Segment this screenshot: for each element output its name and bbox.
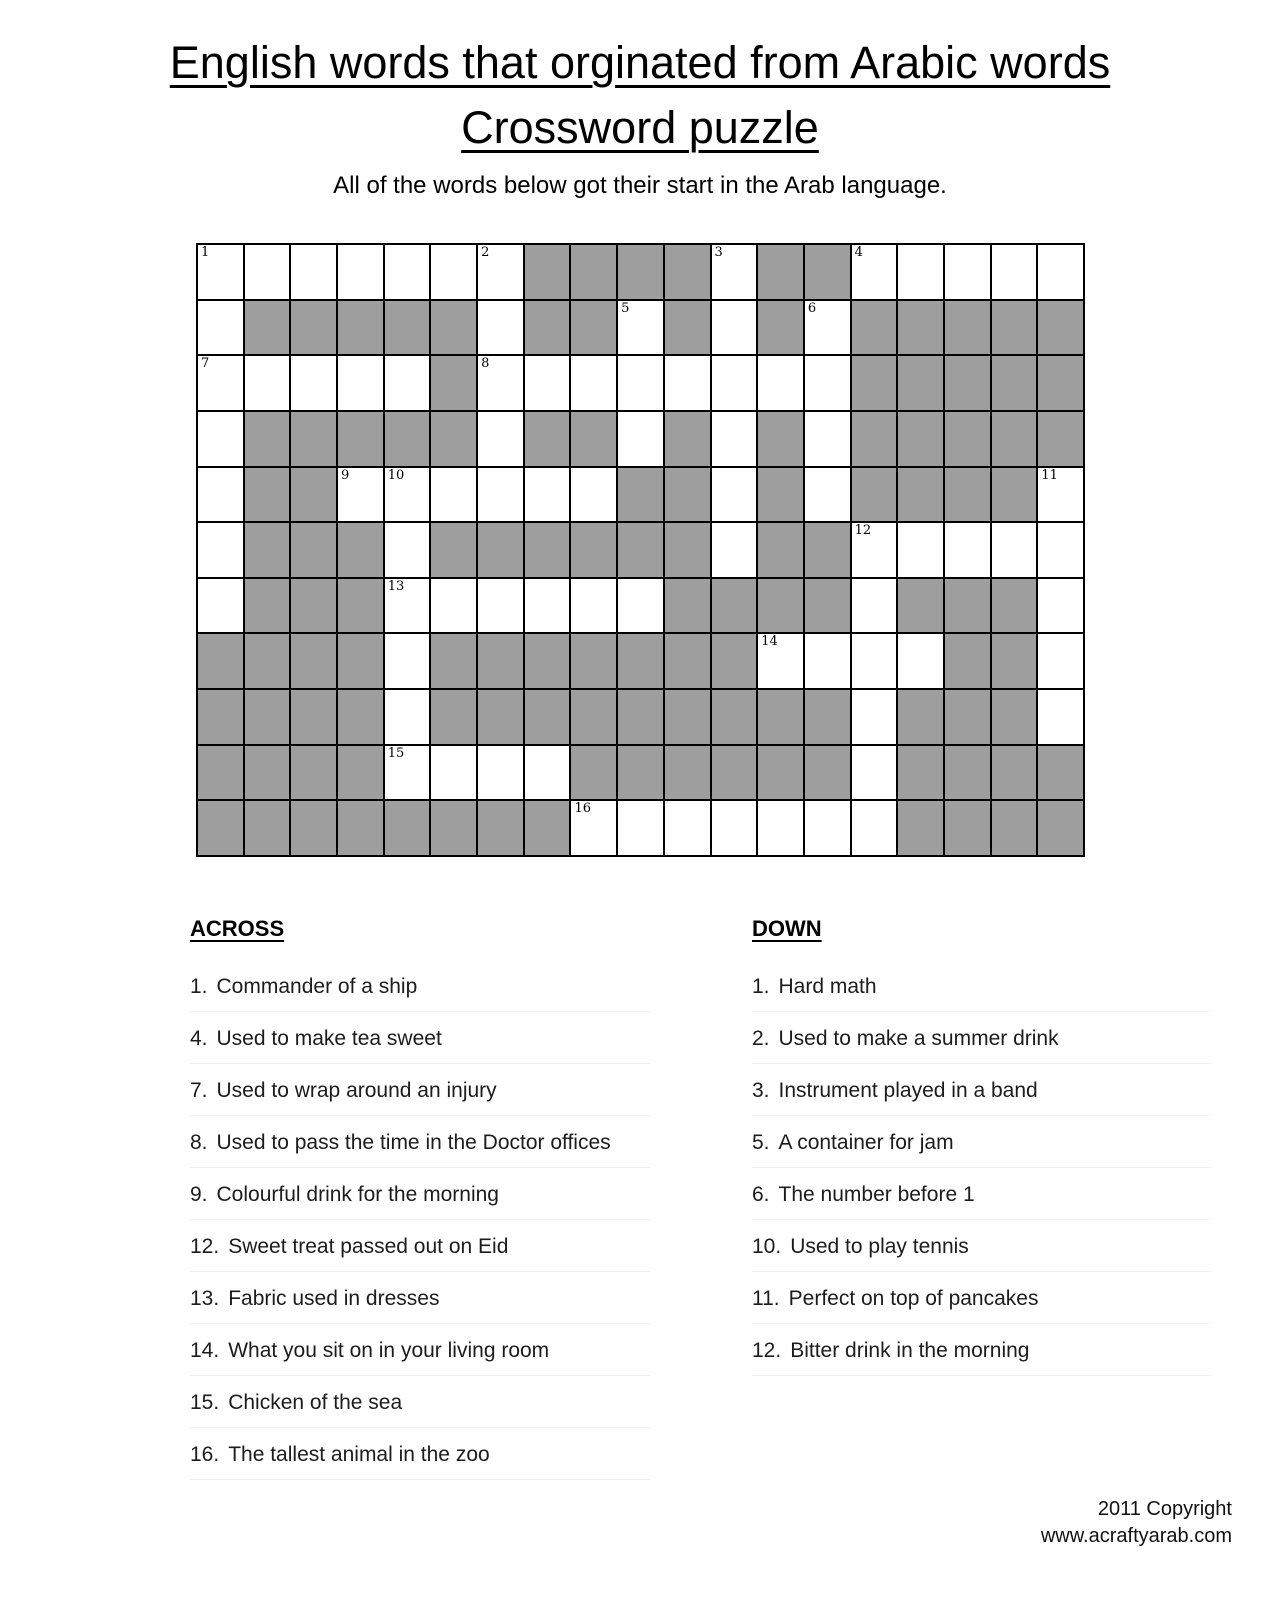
grid-cell-blocked bbox=[525, 301, 572, 357]
crossword-grid bbox=[196, 243, 1085, 857]
grid-cell-blocked bbox=[431, 634, 478, 690]
copyright-year: 2011 Copyright bbox=[1097, 1498, 1232, 1520]
grid-cell-blocked bbox=[992, 801, 1039, 857]
grid-cell-blocked bbox=[852, 468, 899, 524]
grid-cell-blocked bbox=[291, 579, 338, 635]
clue-number-2: 2 bbox=[481, 245, 490, 260]
grid-cell-blocked bbox=[338, 634, 385, 690]
grid-cell-blocked bbox=[571, 690, 618, 746]
grid-cell-blocked bbox=[665, 245, 712, 301]
across-clue-1 bbox=[190, 974, 650, 1012]
grid-cell-blocked bbox=[431, 412, 478, 468]
grid-cell-blocked bbox=[992, 746, 1039, 802]
grid-cell-blocked bbox=[805, 523, 852, 579]
clue-item-text: Used to make tea sweet bbox=[216, 1027, 442, 1050]
grid-cell-blocked bbox=[712, 634, 759, 690]
grid-cell-blocked bbox=[338, 690, 385, 746]
page-title bbox=[0, 30, 1280, 161]
clue-item-text: Commander of a ship bbox=[216, 975, 418, 998]
grid-cell-blocked bbox=[805, 690, 852, 746]
down-clue-12 bbox=[752, 1338, 1212, 1376]
grid-cell[interactable] bbox=[992, 523, 1039, 579]
grid-cell-blocked bbox=[992, 356, 1039, 412]
grid-cell-blocked bbox=[758, 523, 805, 579]
grid-cell-blocked bbox=[618, 634, 665, 690]
grid-cell-blocked bbox=[525, 634, 572, 690]
clue-item-text: Chicken of the sea bbox=[228, 1391, 403, 1414]
grid-cell[interactable] bbox=[385, 634, 432, 690]
grid-cell-blocked bbox=[665, 523, 712, 579]
clue-item-number: 12. bbox=[190, 1235, 220, 1258]
grid-cell[interactable] bbox=[1038, 579, 1085, 635]
grid-cell[interactable] bbox=[1038, 468, 1085, 524]
grid-cell[interactable] bbox=[198, 468, 245, 524]
clue-item-number: 3. bbox=[752, 1079, 770, 1102]
grid-cell-blocked bbox=[898, 468, 945, 524]
clue-item-number: 15. bbox=[190, 1391, 220, 1414]
grid-cell-blocked bbox=[712, 690, 759, 746]
grid-cell[interactable] bbox=[338, 245, 385, 301]
clue-number-11: 11 bbox=[1041, 467, 1058, 483]
grid-cell-blocked bbox=[571, 301, 618, 357]
grid-cell[interactable] bbox=[805, 634, 852, 690]
grid-cell-blocked bbox=[245, 690, 292, 746]
across-clue-13 bbox=[190, 1286, 650, 1324]
grid-cell-blocked bbox=[338, 746, 385, 802]
grid-cell-blocked bbox=[291, 301, 338, 357]
grid-cell[interactable] bbox=[291, 245, 338, 301]
grid-cell-blocked bbox=[852, 412, 899, 468]
grid-cell[interactable] bbox=[478, 245, 525, 301]
grid-cell[interactable] bbox=[852, 801, 899, 857]
grid-cell[interactable] bbox=[805, 412, 852, 468]
clue-item-text: Fabric used in dresses bbox=[228, 1287, 440, 1310]
clue-item-number: 2. bbox=[752, 1027, 770, 1050]
grid-cell-blocked bbox=[945, 579, 992, 635]
grid-cell[interactable] bbox=[385, 356, 432, 412]
clue-item-number: 5. bbox=[752, 1131, 770, 1154]
grid-cell[interactable] bbox=[571, 801, 618, 857]
grid-cell-blocked bbox=[385, 412, 432, 468]
grid-cell-blocked bbox=[665, 634, 712, 690]
grid-cell-blocked bbox=[992, 412, 1039, 468]
grid-cell[interactable] bbox=[478, 412, 525, 468]
grid-cell-blocked bbox=[525, 245, 572, 301]
grid-cell[interactable] bbox=[852, 746, 899, 802]
clue-item-text: Colourful drink for the morning bbox=[216, 1183, 499, 1206]
copyright-url: www.acraftyarab.com bbox=[1040, 1525, 1232, 1547]
clue-number-3: 3 bbox=[714, 245, 723, 260]
grid-cell-blocked bbox=[945, 412, 992, 468]
down-heading: DOWN bbox=[752, 916, 822, 941]
grid-cell-blocked bbox=[852, 356, 899, 412]
clue-number-10: 10 bbox=[387, 467, 405, 483]
clue-item-number: 9. bbox=[190, 1183, 208, 1206]
grid-cell-blocked bbox=[245, 523, 292, 579]
grid-cell-blocked bbox=[945, 356, 992, 412]
grid-cell-blocked bbox=[945, 746, 992, 802]
grid-cell[interactable] bbox=[478, 746, 525, 802]
grid-cell-blocked bbox=[1038, 356, 1085, 412]
grid-cell-blocked bbox=[898, 579, 945, 635]
grid-cell-blocked bbox=[805, 579, 852, 635]
clue-number-13: 13 bbox=[387, 578, 405, 594]
grid-cell[interactable] bbox=[665, 801, 712, 857]
grid-cell-blocked bbox=[758, 746, 805, 802]
across-heading: ACROSS bbox=[190, 916, 285, 941]
grid-cell-blocked bbox=[431, 523, 478, 579]
copyright bbox=[1041, 1496, 1232, 1550]
grid-cell-blocked bbox=[992, 634, 1039, 690]
grid-cell[interactable] bbox=[712, 356, 759, 412]
grid-cell[interactable] bbox=[665, 356, 712, 412]
grid-cell-blocked bbox=[571, 412, 618, 468]
clue-item-number: 8. bbox=[190, 1131, 208, 1154]
grid-cell[interactable] bbox=[385, 690, 432, 746]
grid-cell[interactable] bbox=[478, 301, 525, 357]
across-clue-list bbox=[190, 974, 650, 1480]
grid-cell-blocked bbox=[1038, 746, 1085, 802]
grid-cell[interactable] bbox=[618, 356, 665, 412]
clue-number-9: 9 bbox=[341, 467, 350, 483]
grid-cell-blocked bbox=[291, 634, 338, 690]
grid-cell[interactable] bbox=[198, 356, 245, 412]
grid-cell-blocked bbox=[665, 579, 712, 635]
grid-cell-blocked bbox=[1038, 412, 1085, 468]
grid-cell-blocked bbox=[992, 579, 1039, 635]
grid-cell-blocked bbox=[291, 690, 338, 746]
clue-item-number: 13. bbox=[190, 1287, 220, 1310]
grid-cell[interactable] bbox=[805, 468, 852, 524]
grid-cell[interactable] bbox=[431, 468, 478, 524]
clue-item-number: 1. bbox=[190, 975, 208, 998]
grid-cell-blocked bbox=[525, 412, 572, 468]
grid-cell-blocked bbox=[245, 579, 292, 635]
grid-cell-blocked bbox=[665, 412, 712, 468]
grid-cell-blocked bbox=[338, 412, 385, 468]
grid-cell-blocked bbox=[945, 301, 992, 357]
clue-item-text: Used to wrap around an injury bbox=[216, 1079, 497, 1102]
grid-cell[interactable] bbox=[291, 356, 338, 412]
across-clue-12 bbox=[190, 1234, 650, 1272]
grid-cell[interactable] bbox=[945, 523, 992, 579]
grid-cell[interactable] bbox=[758, 801, 805, 857]
clue-number-6: 6 bbox=[807, 300, 817, 316]
grid-cell-blocked bbox=[338, 301, 385, 357]
grid-cell-blocked bbox=[571, 523, 618, 579]
grid-cell[interactable] bbox=[385, 245, 432, 301]
grid-cell[interactable] bbox=[525, 356, 572, 412]
grid-cell-blocked bbox=[898, 690, 945, 746]
grid-cell-blocked bbox=[898, 412, 945, 468]
grid-cell-blocked bbox=[898, 801, 945, 857]
clue-item-text: Perfect on top of pancakes bbox=[788, 1287, 1039, 1310]
grid-cell[interactable] bbox=[618, 412, 665, 468]
grid-cell[interactable] bbox=[431, 746, 478, 802]
across-clue-7 bbox=[190, 1078, 650, 1116]
clue-number-12: 12 bbox=[854, 523, 872, 539]
clue-item-text: Sweet treat passed out on Eid bbox=[228, 1235, 509, 1258]
clue-item-number: 14. bbox=[190, 1339, 220, 1362]
grid-cell[interactable] bbox=[478, 579, 525, 635]
clue-item-number: 16. bbox=[190, 1443, 220, 1466]
grid-cell-blocked bbox=[385, 801, 432, 857]
grid-cell-blocked bbox=[758, 579, 805, 635]
grid-cell-blocked bbox=[245, 801, 292, 857]
grid-cell[interactable] bbox=[805, 356, 852, 412]
grid-cell[interactable] bbox=[712, 245, 759, 301]
across-clue-4 bbox=[190, 1026, 650, 1064]
grid-cell[interactable] bbox=[525, 468, 572, 524]
grid-cell[interactable] bbox=[852, 523, 899, 579]
grid-cell-blocked bbox=[478, 801, 525, 857]
clue-item-text: The tallest animal in the zoo bbox=[228, 1443, 490, 1466]
grid-cell-blocked bbox=[618, 690, 665, 746]
grid-cell[interactable] bbox=[245, 245, 292, 301]
grid-cell[interactable] bbox=[431, 245, 478, 301]
grid-cell[interactable] bbox=[758, 356, 805, 412]
grid-cell-blocked bbox=[665, 746, 712, 802]
grid-cell-blocked bbox=[385, 301, 432, 357]
grid-cell-blocked bbox=[665, 690, 712, 746]
grid-cell[interactable] bbox=[198, 523, 245, 579]
grid-cell-blocked bbox=[571, 245, 618, 301]
grid-cell-blocked bbox=[805, 245, 852, 301]
down-clue-list bbox=[752, 974, 1212, 1376]
grid-cell[interactable] bbox=[852, 690, 899, 746]
grid-cell-blocked bbox=[571, 746, 618, 802]
grid-cell-blocked bbox=[245, 634, 292, 690]
grid-cell[interactable] bbox=[571, 468, 618, 524]
across-clue-16 bbox=[190, 1442, 650, 1480]
clue-number-14: 14 bbox=[761, 634, 778, 650]
grid-cell[interactable] bbox=[898, 523, 945, 579]
grid-cell-blocked bbox=[198, 746, 245, 802]
clue-item-number: 4. bbox=[190, 1027, 208, 1050]
grid-cell[interactable] bbox=[1038, 690, 1085, 746]
grid-cell[interactable] bbox=[245, 356, 292, 412]
grid-cell[interactable] bbox=[805, 801, 852, 857]
grid-cell[interactable] bbox=[852, 634, 899, 690]
grid-cell[interactable] bbox=[478, 356, 525, 412]
grid-cell-blocked bbox=[525, 690, 572, 746]
grid-cell[interactable] bbox=[385, 468, 432, 524]
grid-cell[interactable] bbox=[618, 579, 665, 635]
grid-cell-blocked bbox=[478, 523, 525, 579]
grid-cell[interactable] bbox=[338, 356, 385, 412]
grid-cell[interactable] bbox=[992, 245, 1039, 301]
clue-number-8: 8 bbox=[481, 356, 490, 372]
grid-cell-blocked bbox=[198, 801, 245, 857]
grid-cell-blocked bbox=[945, 468, 992, 524]
across-clue-15 bbox=[190, 1390, 650, 1428]
grid-cell-blocked bbox=[291, 468, 338, 524]
grid-cell-blocked bbox=[992, 301, 1039, 357]
title-line-1: English words that orginated from Arabic words bbox=[169, 37, 1111, 88]
grid-cell-blocked bbox=[1038, 801, 1085, 857]
down-clue-10 bbox=[752, 1234, 1212, 1272]
grid-cell-blocked bbox=[758, 468, 805, 524]
grid-cell-blocked bbox=[852, 301, 899, 357]
clue-number-1: 1 bbox=[201, 245, 210, 260]
grid-cell[interactable] bbox=[805, 301, 852, 357]
grid-cell-blocked bbox=[712, 579, 759, 635]
grid-cell-blocked bbox=[291, 412, 338, 468]
grid-cell-blocked bbox=[618, 245, 665, 301]
grid-cell-blocked bbox=[431, 801, 478, 857]
down-clue-11 bbox=[752, 1286, 1212, 1324]
grid-cell-blocked bbox=[992, 690, 1039, 746]
grid-cell[interactable] bbox=[945, 245, 992, 301]
clue-item-number: 6. bbox=[752, 1183, 770, 1206]
grid-cell[interactable] bbox=[525, 746, 572, 802]
grid-cell[interactable] bbox=[898, 634, 945, 690]
grid-cell[interactable] bbox=[852, 245, 899, 301]
down-clue-1 bbox=[752, 974, 1212, 1012]
grid-cell-blocked bbox=[1038, 301, 1085, 357]
grid-cell[interactable] bbox=[385, 523, 432, 579]
clue-item-text: Hard math bbox=[778, 975, 877, 998]
clue-number-15: 15 bbox=[387, 745, 405, 761]
down-clue-5 bbox=[752, 1130, 1212, 1168]
grid-cell-blocked bbox=[992, 468, 1039, 524]
clue-item-text: Used to make a summer drink bbox=[778, 1027, 1059, 1050]
grid-cell[interactable] bbox=[712, 523, 759, 579]
grid-cell-blocked bbox=[758, 690, 805, 746]
clue-item-text: Used to pass the time in the Doctor offices bbox=[216, 1131, 611, 1154]
grid-cell-blocked bbox=[478, 690, 525, 746]
grid-cell-blocked bbox=[805, 746, 852, 802]
grid-cell-blocked bbox=[618, 523, 665, 579]
clue-number-5: 5 bbox=[621, 300, 630, 316]
clue-number-7: 7 bbox=[201, 356, 210, 372]
clue-number-16: 16 bbox=[574, 801, 592, 817]
grid-cell-blocked bbox=[291, 523, 338, 579]
clue-item-text: Instrument played in a band bbox=[778, 1079, 1038, 1102]
down-section bbox=[752, 916, 1212, 1390]
grid-cell-blocked bbox=[198, 634, 245, 690]
grid-cell[interactable] bbox=[712, 412, 759, 468]
clue-item-text: What you sit on in your living room bbox=[228, 1339, 550, 1362]
grid-cell[interactable] bbox=[618, 801, 665, 857]
clue-item-number: 12. bbox=[752, 1339, 782, 1362]
grid-cell-blocked bbox=[338, 579, 385, 635]
grid-cell[interactable] bbox=[712, 301, 759, 357]
grid-cell-blocked bbox=[712, 746, 759, 802]
grid-cell-blocked bbox=[245, 301, 292, 357]
clue-item-number: 7. bbox=[190, 1079, 208, 1102]
grid-cell[interactable] bbox=[571, 356, 618, 412]
grid-cell[interactable] bbox=[385, 579, 432, 635]
grid-cell[interactable] bbox=[385, 746, 432, 802]
across-clue-9 bbox=[190, 1182, 650, 1220]
grid-cell-blocked bbox=[618, 746, 665, 802]
grid-cell[interactable] bbox=[1038, 634, 1085, 690]
grid-cell-blocked bbox=[245, 412, 292, 468]
clue-item-text: A container for jam bbox=[778, 1131, 954, 1154]
grid-cell-blocked bbox=[571, 634, 618, 690]
down-clue-6 bbox=[752, 1182, 1212, 1220]
grid-cell-blocked bbox=[665, 301, 712, 357]
grid-cell-blocked bbox=[665, 468, 712, 524]
grid-cell-blocked bbox=[431, 356, 478, 412]
down-clue-3 bbox=[752, 1078, 1212, 1116]
grid-cell-blocked bbox=[431, 690, 478, 746]
grid-cell-blocked bbox=[245, 468, 292, 524]
grid-cell[interactable] bbox=[898, 245, 945, 301]
grid-cell[interactable] bbox=[525, 579, 572, 635]
grid-cell[interactable] bbox=[1038, 523, 1085, 579]
grid-cell-blocked bbox=[898, 746, 945, 802]
grid-cell[interactable] bbox=[712, 468, 759, 524]
grid-cell[interactable] bbox=[198, 412, 245, 468]
grid-cell-blocked bbox=[618, 468, 665, 524]
grid-cell[interactable] bbox=[571, 579, 618, 635]
clue-number-4: 4 bbox=[854, 245, 863, 260]
grid-cell-blocked bbox=[945, 690, 992, 746]
grid-cell-blocked bbox=[898, 356, 945, 412]
grid-cell[interactable] bbox=[338, 468, 385, 524]
grid-cell[interactable] bbox=[198, 245, 245, 301]
across-clue-14 bbox=[190, 1338, 650, 1376]
across-clue-8 bbox=[190, 1130, 650, 1168]
title-line-2: Crossword puzzle bbox=[461, 102, 819, 154]
grid-cell-blocked bbox=[245, 746, 292, 802]
grid-cell[interactable] bbox=[1038, 245, 1085, 301]
grid-cell[interactable] bbox=[478, 468, 525, 524]
grid-cell-blocked bbox=[198, 690, 245, 746]
grid-cell-blocked bbox=[758, 301, 805, 357]
grid-cell-blocked bbox=[945, 634, 992, 690]
clue-item-text: Used to play tennis bbox=[790, 1235, 969, 1258]
grid-cell[interactable] bbox=[758, 634, 805, 690]
grid-cell[interactable] bbox=[852, 579, 899, 635]
grid-cell[interactable] bbox=[198, 579, 245, 635]
grid-cell[interactable] bbox=[712, 801, 759, 857]
clue-item-number: 10. bbox=[752, 1235, 782, 1258]
grid-cell-blocked bbox=[291, 801, 338, 857]
grid-cell-blocked bbox=[898, 301, 945, 357]
grid-cell-blocked bbox=[525, 523, 572, 579]
grid-cell-blocked bbox=[338, 801, 385, 857]
clue-item-text: Bitter drink in the morning bbox=[790, 1339, 1030, 1362]
clue-item-number: 1. bbox=[752, 975, 770, 998]
subtitle: All of the words below got their start in the Arab language. bbox=[333, 172, 947, 199]
down-clue-2 bbox=[752, 1026, 1212, 1064]
clue-item-number: 11. bbox=[752, 1287, 780, 1310]
grid-cell[interactable] bbox=[618, 301, 665, 357]
clue-item-text: The number before 1 bbox=[778, 1183, 975, 1206]
grid-cell[interactable] bbox=[198, 301, 245, 357]
grid-cell-blocked bbox=[431, 301, 478, 357]
grid-cell-blocked bbox=[478, 634, 525, 690]
across-section bbox=[190, 916, 650, 1494]
grid-cell-blocked bbox=[758, 245, 805, 301]
grid-cell-blocked bbox=[945, 801, 992, 857]
grid-cell[interactable] bbox=[431, 579, 478, 635]
grid-cell-blocked bbox=[525, 801, 572, 857]
grid-cell-blocked bbox=[758, 412, 805, 468]
grid-cell-blocked bbox=[338, 523, 385, 579]
grid-cell-blocked bbox=[291, 746, 338, 802]
